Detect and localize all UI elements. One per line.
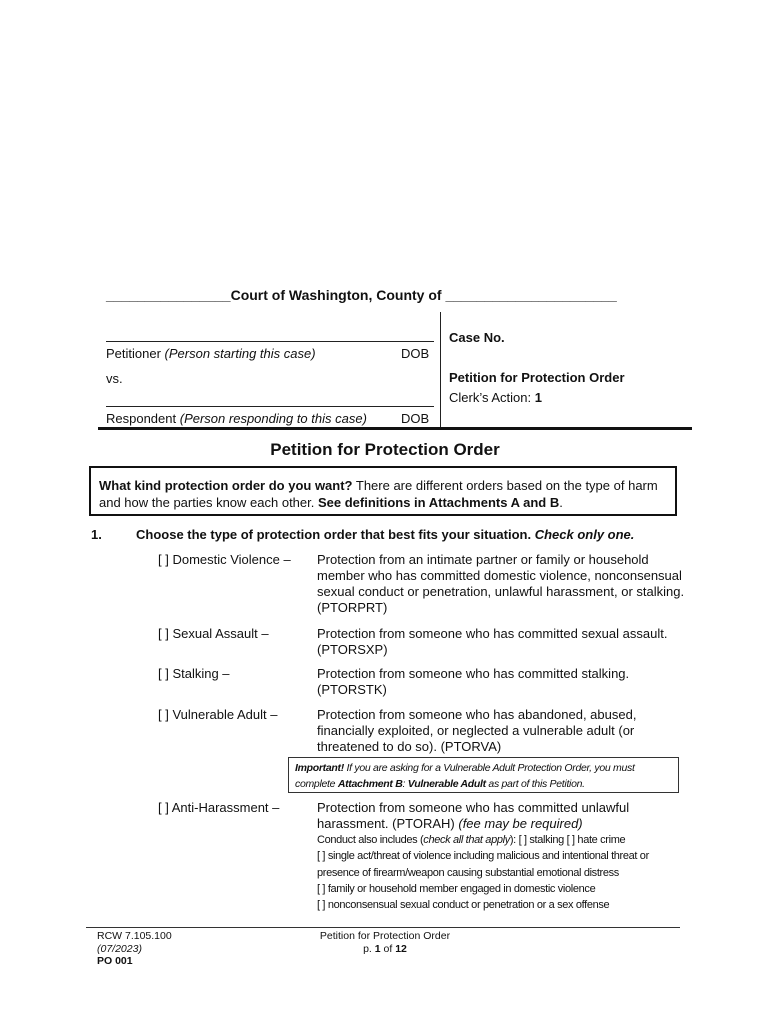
option-stalking-description: Protection from someone who has committed stalking. (PTORSTK) — [317, 666, 630, 697]
option-sexual-assault-description: Protection from someone who has committed sexual assault. (PTORSXP) — [317, 626, 668, 657]
conduct-single-act-threat-checkbox[interactable]: [ ] single act/threat of violence including malicious and intentional threat or presence of firearm/weapon causing substantial emotional distress — [317, 850, 649, 879]
conduct-family-member-checkbox[interactable]: [ ] family or household member engaged in domestic violence — [317, 883, 596, 895]
footer-center — [285, 930, 485, 955]
footer-left — [97, 930, 172, 968]
respondent-dob-label: DOB — [401, 411, 430, 426]
respondent-label: Respondent (Person responding to this case) — [106, 411, 367, 426]
footer-page-number: p. 1 of 12 — [363, 942, 407, 955]
document-title-label: Petition for Protection Order — [449, 370, 625, 385]
conduct-nonconsensual-checkbox[interactable]: [ ] nonconsensual sexual conduct or penetration or a sex offense — [317, 899, 610, 911]
option-vulnerable-adult-checkbox[interactable]: [ ] Vulnerable Adult – — [158, 707, 278, 722]
option-anti-harassment-description: Protection from someone who has committed unlawful harassment. (PTORAH) (fee may be required) — [317, 800, 630, 831]
option-sexual-assault-checkbox[interactable]: [ ] Sexual Assault – — [158, 626, 269, 641]
conduct-also-includes[interactable]: Conduct also includes (check all that apply): [ ] stalking [ ] hate crime — [317, 834, 626, 846]
page-title: Petition for Protection Order — [270, 440, 500, 459]
option-vulnerable-adult-description: Protection from someone who has abandoned, abused, financially exploited, or neglected a vulnerable adult (or threatened to do so). (PTORVA) — [317, 707, 637, 754]
footer-form-number: PO 001 — [97, 955, 133, 967]
vulnerable-adult-important-note: Important! If you are asking for a Vulnerable Adult Protection Order, you must complete Attachment B: Vulnerable Adult as part of this Petition. — [288, 757, 679, 793]
question-text: Choose the type of protection order that best fits your situation. Check only one. — [136, 527, 635, 542]
respondent-name-line — [106, 406, 434, 407]
footer-rcw: RCW 7.105.100 — [97, 930, 172, 942]
caption-bottom-rule — [98, 427, 692, 430]
footer-date: (07/2023) — [97, 942, 142, 955]
caption-divider — [440, 312, 441, 428]
petitioner-dob-label: DOB — [401, 346, 430, 361]
petitioner-name-line — [106, 341, 434, 342]
petitioner-label: Petitioner (Person starting this case) — [106, 346, 316, 361]
option-domestic-violence-checkbox[interactable]: [ ] Domestic Violence – — [158, 552, 291, 567]
court-title: ________________Court of Washington, County of ______________________ — [106, 287, 617, 303]
question-number: 1. — [91, 527, 102, 542]
footer-title: Petition for Protection Order — [319, 930, 451, 942]
clerks-action: Clerk’s Action: 1 — [449, 390, 542, 405]
option-domestic-violence-description: Protection from an intimate partner or family or household member who has committed domestic violence, nonconsensual sexual conduct or penetration, unlawful harassment, or stalking. (PTORPRT) — [317, 552, 685, 615]
option-anti-harassment-checkbox[interactable]: [ ] Anti-Harassment – — [158, 800, 280, 815]
case-number-label: Case No. — [449, 330, 505, 345]
order-kind-box: What kind protection order do you want? There are different orders based on the type of harm and how the parties know each other. See definitions in Attachments A and B. — [89, 466, 677, 516]
option-stalking-checkbox[interactable]: [ ] Stalking – — [158, 666, 230, 681]
footer-rule — [86, 927, 680, 928]
vs-label: vs. — [106, 371, 123, 386]
